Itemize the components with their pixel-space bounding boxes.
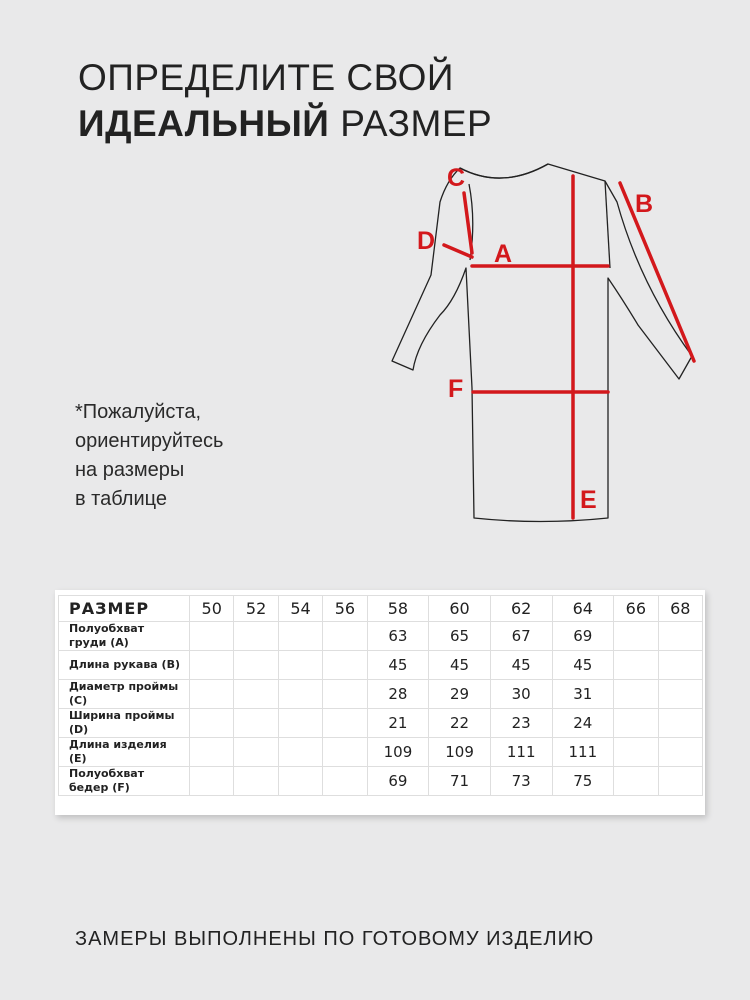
- table-cell: 31: [552, 680, 614, 709]
- footer-note: ЗАМЕРЫ ВЫПОЛНЕНЫ ПО ГОТОВОМУ ИЗДЕЛИЮ: [75, 928, 595, 950]
- label-f: F: [448, 375, 464, 403]
- size-table-card: [55, 590, 705, 815]
- title-line-2: [78, 101, 492, 147]
- title-rest-word: РАЗМЕР: [340, 103, 493, 144]
- row-label-line-2: (E): [69, 752, 87, 765]
- table-cell: [323, 738, 367, 767]
- table-cell: [234, 680, 278, 709]
- row-label: [59, 651, 190, 680]
- header-label: РАЗМЕР: [59, 596, 190, 622]
- table-cell: 109: [429, 738, 491, 767]
- table-header-row: [59, 596, 703, 622]
- header-size: 58: [367, 596, 429, 622]
- table-cell: [234, 622, 278, 651]
- table-cell: 111: [490, 738, 552, 767]
- table-cell: 71: [429, 767, 491, 796]
- table-cell: [278, 680, 322, 709]
- table-cell: 69: [552, 622, 614, 651]
- table-cell: [323, 680, 367, 709]
- row-label: [59, 680, 190, 709]
- table-cell: [190, 622, 234, 651]
- table-row: [59, 767, 703, 796]
- note-line-4: в таблице: [75, 488, 167, 510]
- size-table: [58, 595, 703, 796]
- table-cell: 69: [367, 767, 429, 796]
- table-cell: [278, 738, 322, 767]
- table-cell: 45: [552, 651, 614, 680]
- header-size: 50: [190, 596, 234, 622]
- garment-diagram: [380, 150, 720, 540]
- table-row: [59, 680, 703, 709]
- table-cell: [190, 680, 234, 709]
- table-cell: 22: [429, 709, 491, 738]
- row-label-line-2: бедер (F): [69, 781, 130, 794]
- table-cell: [614, 709, 658, 738]
- table-cell: [190, 738, 234, 767]
- row-label: [59, 622, 190, 651]
- row-label: [59, 709, 190, 738]
- table-cell: 21: [367, 709, 429, 738]
- label-e: E: [580, 486, 597, 514]
- header-size: 56: [323, 596, 367, 622]
- header-size: 64: [552, 596, 614, 622]
- table-cell: [658, 738, 702, 767]
- measure-line-d: [444, 245, 472, 257]
- table-row: [59, 622, 703, 651]
- table-cell: [234, 709, 278, 738]
- table-cell: 30: [490, 680, 552, 709]
- measure-line-b: [620, 183, 694, 361]
- table-cell: 28: [367, 680, 429, 709]
- row-label-line-1: Ширина проймы: [69, 709, 175, 722]
- row-label-line-1: Длина изделия: [69, 738, 167, 751]
- label-b: B: [635, 190, 654, 218]
- header-size: 66: [614, 596, 658, 622]
- table-cell: [234, 651, 278, 680]
- table-cell: [614, 767, 658, 796]
- table-cell: [190, 709, 234, 738]
- table-cell: 45: [429, 651, 491, 680]
- table-cell: [278, 651, 322, 680]
- measure-line-c: [464, 193, 472, 253]
- table-row: [59, 651, 703, 680]
- row-label-line-2: (D): [69, 723, 89, 736]
- table-cell: [658, 651, 702, 680]
- table-cell: [234, 738, 278, 767]
- table-cell: [190, 651, 234, 680]
- header-size: 62: [490, 596, 552, 622]
- table-cell: 67: [490, 622, 552, 651]
- table-cell: [278, 709, 322, 738]
- row-label: [59, 767, 190, 796]
- table-cell: 45: [490, 651, 552, 680]
- table-cell: [234, 767, 278, 796]
- title-bold-word: ИДЕАЛЬНЫЙ: [78, 103, 330, 144]
- header-size: 54: [278, 596, 322, 622]
- table-cell: 65: [429, 622, 491, 651]
- table-cell: 63: [367, 622, 429, 651]
- label-a: A: [494, 240, 513, 268]
- table-cell: [614, 680, 658, 709]
- table-cell: 24: [552, 709, 614, 738]
- table-cell: [614, 738, 658, 767]
- header-size: 60: [429, 596, 491, 622]
- size-note: [75, 398, 223, 514]
- table-cell: 111: [552, 738, 614, 767]
- table-cell: [658, 709, 702, 738]
- page-title: [78, 55, 492, 147]
- note-line-2: ориентируйтесь: [75, 430, 224, 452]
- row-label-line-1: Полуобхват: [69, 622, 145, 635]
- table-cell: 23: [490, 709, 552, 738]
- neckline: [460, 164, 548, 178]
- table-cell: [323, 622, 367, 651]
- row-label-line-2: груди (A): [69, 636, 129, 649]
- right-armhole-seam: [605, 181, 610, 268]
- table-cell: [323, 709, 367, 738]
- table-cell: [614, 622, 658, 651]
- table-row: [59, 738, 703, 767]
- note-line-1: *Пожалуйста,: [75, 401, 202, 423]
- table-cell: 73: [490, 767, 552, 796]
- table-cell: [658, 622, 702, 651]
- header-size: 52: [234, 596, 278, 622]
- label-c: C: [447, 164, 466, 192]
- row-label-line-1: Длина рукава (B): [69, 658, 180, 671]
- header-size: 68: [658, 596, 702, 622]
- table-cell: 45: [367, 651, 429, 680]
- table-cell: [658, 680, 702, 709]
- row-label-line-1: Полуобхват: [69, 767, 145, 780]
- table-cell: [190, 767, 234, 796]
- note-line-3: на размеры: [75, 459, 185, 481]
- title-line-1: ОПРЕДЕЛИТЕ СВОЙ: [78, 57, 454, 98]
- table-cell: [658, 767, 702, 796]
- label-d: D: [417, 227, 436, 255]
- table-row: [59, 709, 703, 738]
- table-cell: [323, 767, 367, 796]
- table-cell: 75: [552, 767, 614, 796]
- table-cell: [278, 767, 322, 796]
- table-cell: 29: [429, 680, 491, 709]
- row-label-line-1: Диаметр проймы: [69, 680, 179, 693]
- table-cell: [323, 651, 367, 680]
- table-cell: 109: [367, 738, 429, 767]
- row-label-line-2: (C): [69, 694, 88, 707]
- table-cell: [614, 651, 658, 680]
- table-cell: [278, 622, 322, 651]
- row-label: [59, 738, 190, 767]
